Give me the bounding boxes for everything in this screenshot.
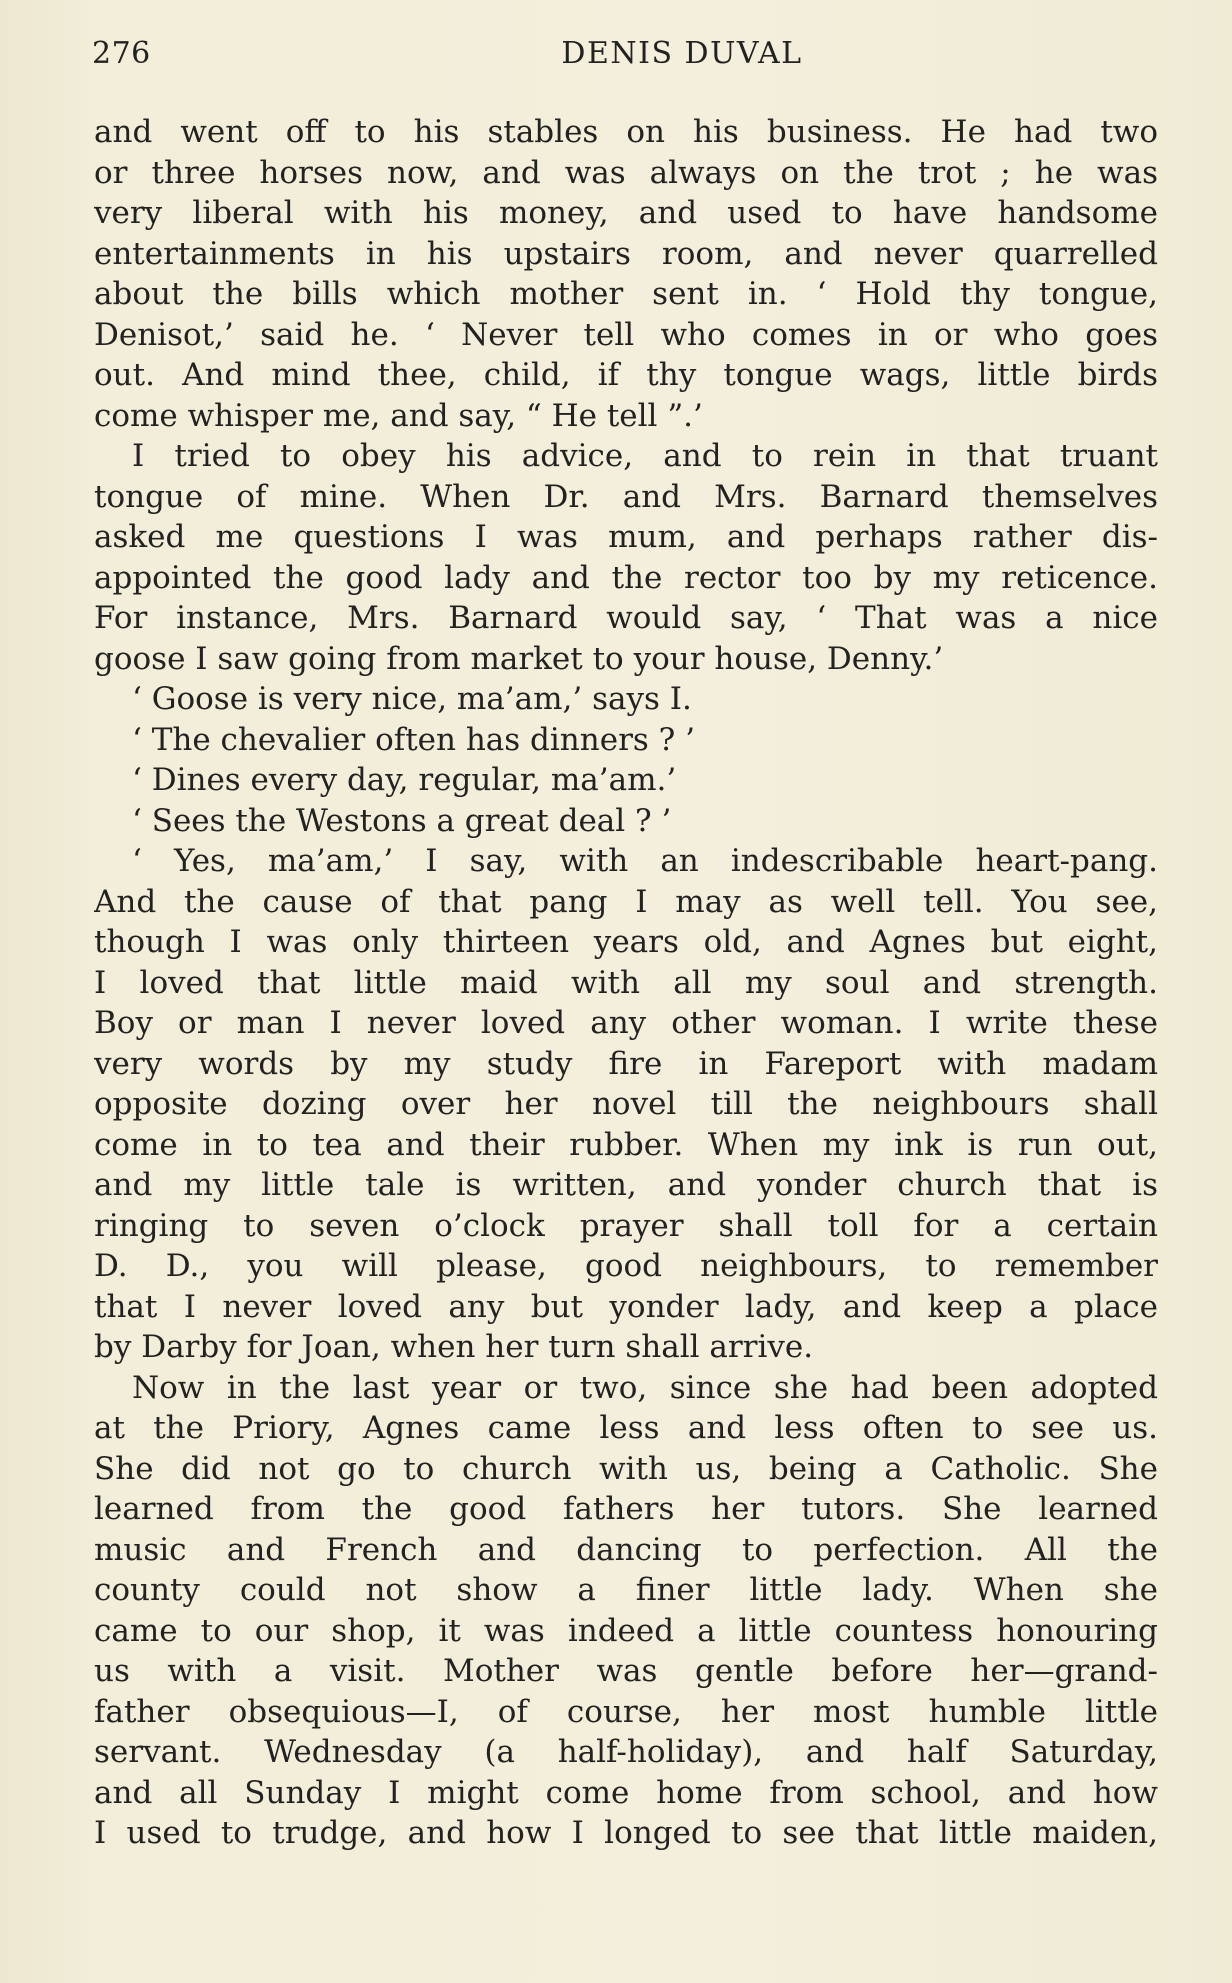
text-line: Denisot,’ said he. ‘ Never tell who comes in or who goes: [94, 316, 1158, 353]
text-line: or three horses now, and was always on the trot ; he was: [94, 154, 1158, 191]
text-line: very liberal with his money, and used to have handsome: [94, 195, 1158, 231]
text-line: ringing to seven o’clock prayer shall toll for a certain: [94, 1207, 1158, 1244]
text-line: D. D., you will please, good neighbours, to remember: [94, 1248, 1158, 1284]
text-line: us with a visit. Mother was gentle before her—grand-: [94, 1653, 1158, 1689]
text-line: though I was only thirteen years old, and Agnes but eight,: [94, 924, 1158, 960]
text-line: at the Priory, Agnes came less and less often to see us.: [94, 1410, 1158, 1446]
text-line: very words by my study fire in Fareport with madam: [94, 1045, 1158, 1082]
dialogue-line: ‘ The chevalier often has dinners ? ’: [132, 721, 695, 758]
text-line: and went off to his stables on his business. He had two: [94, 114, 1158, 150]
text-line: appointed the good lady and the rector too by my reticence.: [94, 559, 1158, 596]
text-line: come in to tea and their rubber. When my ink is run out,: [94, 1126, 1158, 1163]
dialogue-line: ‘ Dines every day, regular, ma’am.’: [132, 762, 677, 798]
text-line: about the bills which mother sent in. ‘ Hold thy tongue,: [94, 276, 1158, 312]
paragraph-start-line: Now in the last year or two, since she had been adopted: [132, 1369, 1158, 1406]
text-line: I used to trudge, and how I longed to see that little maiden,: [94, 1815, 1158, 1851]
text-line: Boy or man I never loved any other woman. I write these: [94, 1005, 1158, 1041]
text-line: tongue of mine. When Dr. and Mrs. Barnard themselves: [94, 478, 1158, 515]
dialogue-line: ‘ Goose is very nice, ma’am,’ says I.: [132, 681, 692, 717]
text-line: that I never loved any but yonder lady, and keep a place: [94, 1288, 1158, 1325]
text-line: and my little tale is written, and yonder church that is: [94, 1167, 1158, 1203]
text-line: And the cause of that pang I may as well tell. You see,: [94, 883, 1158, 920]
text-line: came to our shop, it was indeed a little countess honouring: [94, 1612, 1158, 1649]
body-text: [94, 112, 1158, 1854]
text-line: opposite dozing over her novel till the neighbours shall: [94, 1086, 1158, 1122]
text-line: music and French and dancing to perfection. All the: [94, 1531, 1158, 1568]
paragraph-start-line: ‘ Yes, ma’am,’ I say, with an indescribable heart-pang.: [132, 843, 1158, 879]
text-line: asked me questions I was mum, and perhaps rather dis-: [94, 519, 1158, 555]
text-line: For instance, Mrs. Barnard would say, ‘ That was a nice: [94, 600, 1158, 636]
text-line: come whisper me, and say, “ He tell ”.’: [94, 397, 703, 434]
text-line: goose I saw going from market to your house, Denny.’: [94, 640, 944, 677]
text-line: servant. Wednesday (a half-holiday), and half Saturday,: [94, 1734, 1158, 1770]
text-line: and all Sunday I might come home from school, and how: [94, 1774, 1158, 1811]
text-line: entertainments in his upstairs room, and never quarrelled: [94, 235, 1158, 272]
text-line: out. And mind thee, child, if thy tongue wags, little birds: [94, 357, 1158, 393]
text-line: county could not show a finer little lady. When she: [94, 1572, 1158, 1608]
running-head: DENIS DUVAL: [561, 36, 803, 71]
text-line: by Darby for Joan, when her turn shall arrive.: [94, 1329, 814, 1365]
text-line: learned from the good fathers her tutors. She learned: [94, 1491, 1158, 1527]
text-line: I loved that little maid with all my soul and strength.: [94, 964, 1158, 1001]
page-header: [92, 36, 1152, 84]
dialogue-line: ‘ Sees the Westons a great deal ? ’: [132, 802, 672, 839]
page-number: 276: [92, 36, 151, 71]
paragraph-start-line: I tried to obey his advice, and to rein in that truant: [132, 438, 1158, 474]
text-line: father obsequious—I, of course, her most humble little: [94, 1693, 1158, 1730]
text-line: She did not go to church with us, being a Catholic. She: [94, 1450, 1158, 1487]
